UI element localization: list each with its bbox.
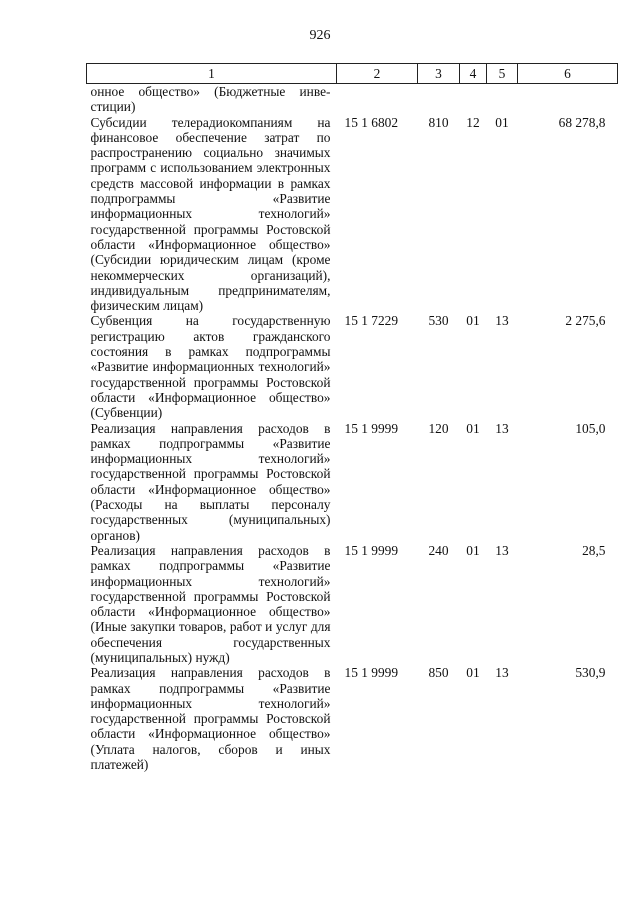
- header-col-2: 2: [337, 64, 418, 84]
- row-name: Субсидии телерадиокомпаниям на финансовое обеспечение затрат по распространению социально значимых программ с использованием электронных средств массовой информации в рамках подпрограммы «Развитие информационных технологий» государственной программы Ростовской области «Информационное общество» (Субсидии юридическим лицам (кроме некоммерческих организаций), индивидуальным предпринимателям, физическим лицам): [90, 114, 331, 314]
- row-amount: 2 275,6: [565, 313, 606, 329]
- page-number: 926: [309, 28, 331, 43]
- header-col-5: 5: [487, 64, 518, 84]
- continuation-row: [87, 84, 618, 115]
- row-expense-type: 850: [428, 665, 449, 681]
- table-row: [87, 313, 618, 420]
- row-subsection: 01: [495, 114, 509, 130]
- table-row: [87, 665, 618, 772]
- row-section: 01: [466, 313, 480, 329]
- row-subsection: 13: [495, 542, 509, 558]
- table-body: [87, 84, 618, 773]
- table-row: [87, 115, 618, 314]
- header-col-3: 3: [418, 64, 460, 84]
- row-subsection: 13: [495, 420, 509, 436]
- row-amount: 530,9: [575, 665, 606, 681]
- row-target-code: 15 1 9999: [344, 665, 399, 681]
- row-target-code: 15 1 6802: [344, 114, 399, 130]
- row-target-code: 15 1 9999: [344, 542, 399, 558]
- row-expense-type: 810: [428, 114, 449, 130]
- row-name: Реализация направления расходов в рамках подпрограммы «Развитие информационных технологий» государственной программы Ростовской области «Информационное общество» (Уплата налогов, сборов и иных платежей): [90, 665, 331, 773]
- continuation-name: онное общество» (Бюджетные инве-стиции): [90, 84, 331, 115]
- header-col-6: 6: [518, 64, 618, 84]
- row-expense-type: 530: [428, 313, 449, 329]
- row-section: 01: [466, 665, 480, 681]
- row-amount: 68 278,8: [558, 114, 606, 130]
- table-row: [87, 421, 618, 543]
- table-row: [87, 543, 618, 665]
- table-header: [87, 64, 618, 84]
- header-row: [87, 64, 618, 84]
- row-name: Реализация направления расходов в рамках подпрограммы «Развитие информационных технологий» государственной программы Ростовской области «Информационное общество» (Иные закупки товаров, работ и услуг для обеспечения государственных (муниципальных) нужд): [90, 542, 331, 665]
- header-col-4: 4: [460, 64, 487, 84]
- row-target-code: 15 1 9999: [344, 420, 399, 436]
- row-expense-type: 240: [428, 542, 449, 558]
- row-subsection: 13: [495, 313, 509, 329]
- budget-table: [86, 63, 618, 772]
- row-section: 12: [466, 114, 480, 130]
- row-amount: 105,0: [575, 420, 606, 436]
- row-expense-type: 120: [428, 420, 449, 436]
- row-amount: 28,5: [582, 542, 606, 558]
- row-name: Субвенция на государственную регистрацию актов гражданского состояния в рамках подпрограммы «Развитие информационных технологий» государственной программы Ростовской области «Информационное общество» (Субвенции): [90, 313, 331, 421]
- row-section: 01: [466, 420, 480, 436]
- header-col-1: 1: [87, 64, 337, 84]
- row-name: Реализация направления расходов в рамках подпрограммы «Развитие информационных технологий» государственной программы Ростовской области «Информационное общество» (Расходы на выплаты персоналу государственных (муниципальных) органов): [90, 420, 331, 543]
- row-subsection: 13: [495, 665, 509, 681]
- row-section: 01: [466, 542, 480, 558]
- row-target-code: 15 1 7229: [344, 313, 399, 329]
